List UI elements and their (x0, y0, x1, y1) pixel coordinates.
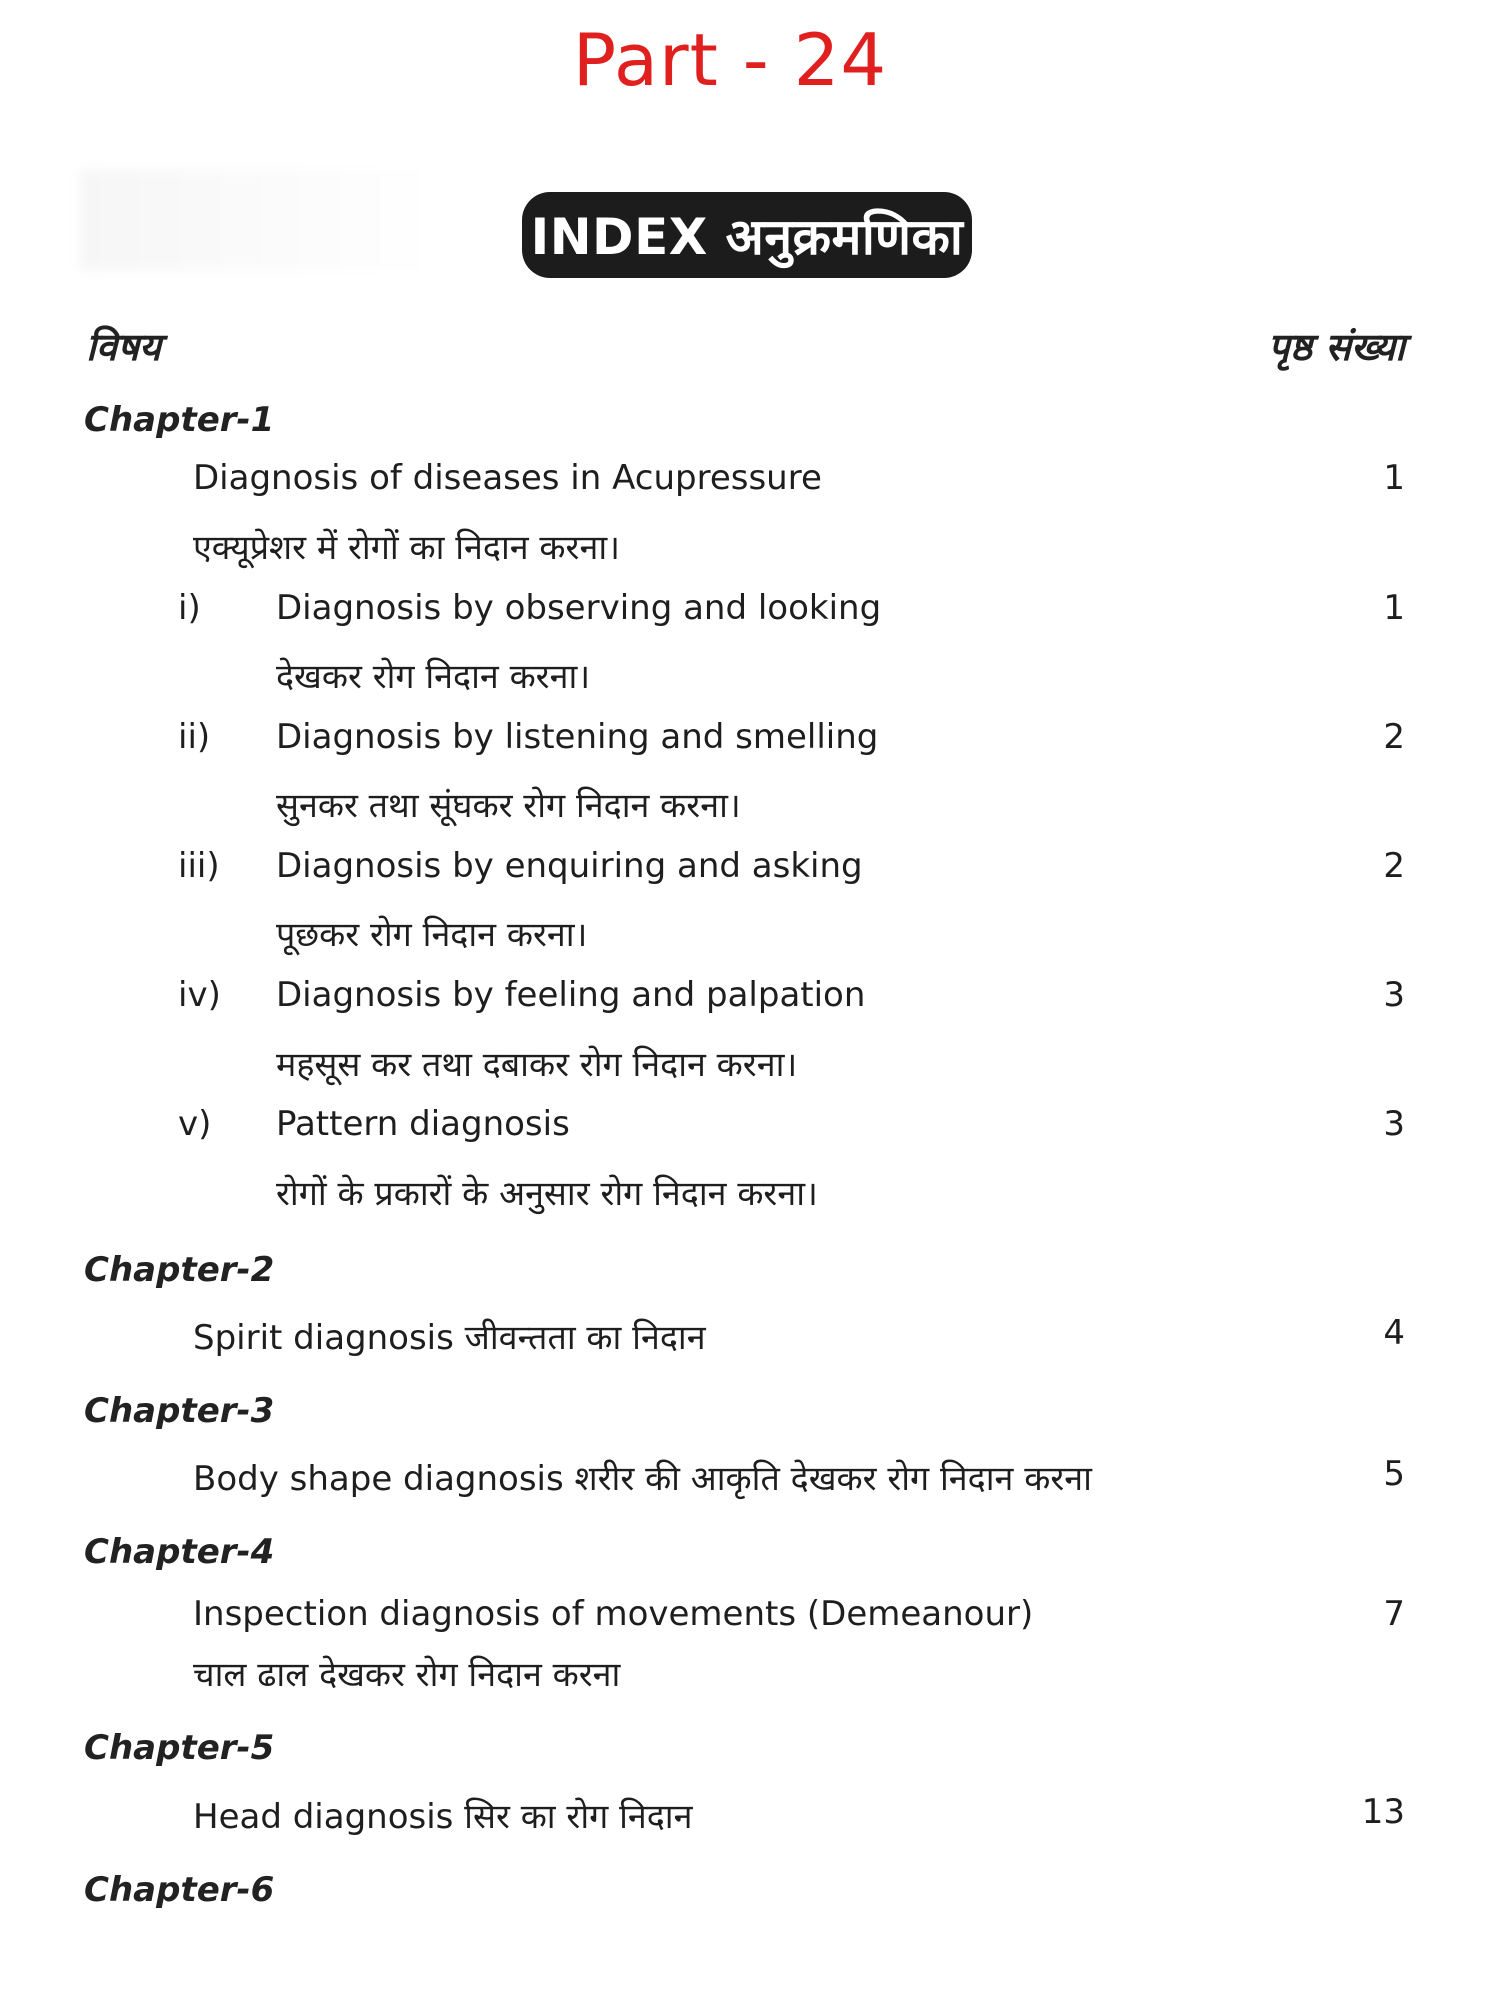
faded-background-print (80, 170, 440, 270)
entry-page-number: 1 (1383, 588, 1405, 628)
entry-page-number: 13 (1361, 1792, 1405, 1832)
index-entry-hindi (0, 1650, 1500, 1700)
chapter-heading: Chapter-2 (84, 1250, 275, 1290)
entry-page-number: 1 (1383, 458, 1405, 498)
index-entry-hindi (0, 652, 1500, 702)
index-entry-hindi (0, 523, 1500, 573)
index-entry (0, 1454, 1500, 1504)
index-entry (0, 717, 1500, 767)
index-entry (0, 1313, 1500, 1363)
entry-page-number: 2 (1383, 846, 1405, 886)
entry-text: Diagnosis by listening and smelling (276, 717, 879, 757)
entry-text: Inspection diagnosis of movements (Demeanour) (193, 1594, 1034, 1634)
entry-page-number: 5 (1383, 1454, 1405, 1494)
entry-page-number: 2 (1383, 717, 1405, 757)
index-entry-hindi (0, 781, 1500, 831)
entry-page-number: 4 (1383, 1313, 1405, 1353)
entry-text-hindi: एक्यूप्रेशर में रोगों का निदान करना। (193, 528, 621, 568)
chapter-heading: Chapter-6 (84, 1870, 275, 1910)
entry-page-number: 7 (1383, 1594, 1405, 1634)
entry-text-hindi: पूछकर रोग निदान करना। (276, 915, 588, 955)
entry-text: Body shape diagnosis शरीर की आकृति देखकर रोग निदान करना (193, 1459, 1092, 1499)
entry-text: Diagnosis by observing and looking (276, 588, 882, 628)
chapter-heading: Chapter-5 (84, 1728, 275, 1768)
entry-text-hindi: देखकर रोग निदान करना। (276, 657, 591, 697)
index-entry-hindi (0, 1040, 1500, 1090)
entry-text-hindi: सुनकर तथा सूंघकर रोग निदान करना। (276, 786, 741, 826)
entry-text: Pattern diagnosis (276, 1104, 570, 1144)
entry-text-hindi: चाल ढाल देखकर रोग निदान करना (193, 1655, 621, 1695)
entry-text: Diagnosis by enquiring and asking (276, 846, 863, 886)
entry-numeral: ii) (178, 717, 211, 757)
index-entry (0, 1792, 1500, 1842)
entry-numeral: iii) (178, 846, 220, 886)
entry-numeral: i) (178, 588, 201, 628)
index-entry (0, 588, 1500, 638)
chapter-heading: Chapter-4 (84, 1532, 275, 1572)
index-entry (0, 1104, 1500, 1154)
entry-text-hindi: महसूस कर तथा दबाकर रोग निदान करना। (276, 1045, 798, 1085)
index-entry (0, 1594, 1500, 1644)
entry-text: Diagnosis of diseases in Acupressure (193, 458, 822, 498)
entry-numeral: v) (178, 1104, 212, 1144)
entry-text: Head diagnosis सिर का रोग निदान (193, 1797, 693, 1837)
entry-page-number: 3 (1383, 1104, 1405, 1144)
entry-text: Spirit diagnosis जीवन्तता का निदान (193, 1318, 706, 1358)
index-entry (0, 975, 1500, 1025)
entry-text: Diagnosis by feeling and palpation (276, 975, 866, 1015)
entry-numeral: iv) (178, 975, 221, 1015)
column-heading-page-number: पृष्ठ संख्या (1268, 325, 1405, 369)
index-entry-hindi (0, 1169, 1500, 1219)
column-heading-subject: विषय (86, 325, 161, 369)
index-entry (0, 458, 1500, 508)
entry-text-hindi: रोगों के प्रकारों के अनुसार रोग निदान करना। (276, 1174, 818, 1214)
index-entry-hindi (0, 910, 1500, 960)
index-banner: INDEX अनुक्रमणिका (522, 192, 972, 278)
part-title: Part - 24 (572, 18, 888, 102)
index-entry (0, 846, 1500, 896)
chapter-heading: Chapter-1 (84, 400, 275, 440)
entry-page-number: 3 (1383, 975, 1405, 1015)
chapter-heading: Chapter-3 (84, 1391, 275, 1431)
